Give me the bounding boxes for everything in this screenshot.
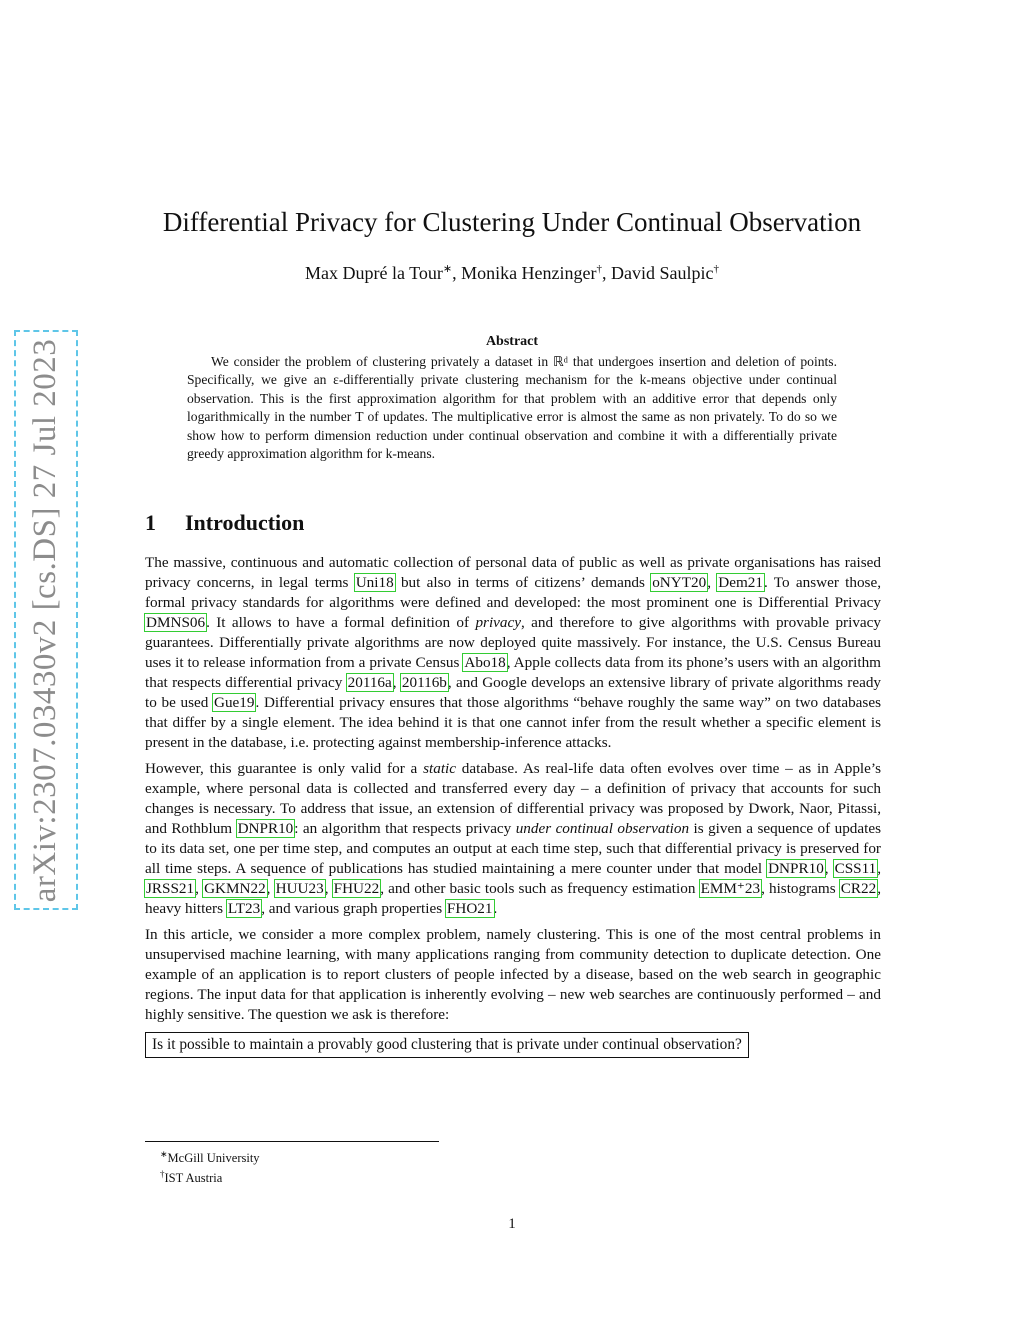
text-run: , Apple collects data from its phone’s users with an algorithm that respects differential privacy	[145, 654, 881, 691]
text-run: , heavy hitters	[145, 880, 882, 917]
footnote-mark: ∗	[160, 1149, 168, 1159]
citation-link[interactable]: DMNS06	[146, 614, 206, 631]
author-name: David Saulpic	[611, 263, 714, 283]
text-run: , and various graph properties	[261, 900, 446, 917]
author-list: Max Dupré la Tour∗, Monika Henzinger†, David Saulpic†	[304, 263, 720, 283]
text-run: ,	[392, 674, 401, 691]
text-run: However, this guarantee is only valid for a	[145, 760, 424, 777]
paragraph	[145, 759, 881, 919]
paragraph	[145, 553, 881, 753]
author-footnote-mark[interactable]: †	[596, 263, 603, 275]
text-run: , and Google develops an extensive library of private algorithms ready to be used	[145, 674, 882, 711]
citation-link[interactable]: DNPR10	[237, 820, 294, 837]
footnote-text: IST Austria	[164, 1171, 223, 1186]
emphasis-text: under continual observation	[515, 820, 690, 837]
citation-link[interactable]: Uni18	[355, 574, 394, 591]
citation-link[interactable]: 20116b	[401, 674, 447, 691]
footnotes	[160, 1146, 260, 1186]
citation-link[interactable]: CSS11	[834, 860, 877, 877]
citation-link[interactable]: oNYT20	[652, 574, 707, 591]
text-run: . To answer those, formal privacy standards for algorithms were defined and developed: the most prominent one is Differential Privacy	[145, 574, 881, 611]
abstract-text: We consider the problem of clustering privately a dataset in ℝᵈ that undergoes insertion and deletion of points. Specifically, we give an ε-differentially private clustering mechanism for the k-means objective under continual observation. This is the first approximation algorithm for that problem with an additive error that depends only logarithmically in the number T of updates. The multiplicative error is almost the same as non privately. To do so we show how to perform dimension reduction under continual observation and combine it with a differentially private greedy approximation algorithm for k-means.	[187, 354, 837, 462]
text-run: is given a sequence of updates to its data set, one per time step, and computes an output at each time step, such that differential privacy is preserved for all time steps. A sequence of publications has studied maintaining a mere counter under that model	[145, 820, 882, 877]
footnote-rule	[145, 1141, 439, 1142]
arxiv-identifier: arXiv:2307.03430v2 [cs.DS] 27 Jul 2023	[27, 338, 64, 902]
text-run: The massive, continuous and automatic collection of personal data of public as well as private organisations has raised privacy concerns, in legal terms	[145, 554, 881, 591]
text-run: database. As real-life data often evolves over time – as in Apple’s example, where personal data is collected and transferred every day – a definition of privacy that accounts for such changes is necessary. To address that issue, an extension of differential privacy was proposed by Dwork, Naor, Pitassi, and Rothblum	[145, 760, 881, 837]
text-run: ,	[266, 880, 275, 897]
footnote-text: McGill University	[167, 1151, 260, 1166]
text-run: . Differential privacy ensures that those algorithms “behave roughly the same way” on two databases that differ by a single element. The idea behind it is that one cannot infer from the result whether a specific element is present in the database, i.e. protecting against membership-inference attacks.	[145, 694, 881, 751]
body-text	[145, 553, 881, 1058]
citation-link[interactable]: HUU23	[275, 880, 324, 897]
text-run: , and therefore to give algorithms with provable privacy guarantees. Differentially private algorithms are now deployed quite massively. For instance, the U.S. Census Bureau uses it to release information from a private Census	[145, 614, 881, 671]
citation-link[interactable]: 20116a	[347, 674, 392, 691]
research-question-box: Is it possible to maintain a provably good clustering that is private under continual observation?	[145, 1032, 749, 1058]
text-run: : an algorithm that respects privacy	[294, 820, 516, 837]
abstract-heading: Abstract	[485, 334, 539, 349]
footnote-mark: †	[160, 1169, 165, 1180]
citation-link[interactable]: FHO21	[446, 900, 493, 917]
citation-link[interactable]: LT23	[227, 900, 261, 917]
text-run: . It allows to have a formal definition of	[206, 614, 476, 631]
citation-link[interactable]: GKMN22	[204, 880, 266, 897]
arxiv-watermark[interactable]	[14, 330, 78, 910]
text-run: ,	[707, 574, 718, 591]
author-footnote-mark[interactable]: ∗	[442, 263, 453, 275]
paragraph: In this article, we consider a more complex problem, namely clustering. This is one of the most central problems in unsupervised machine learning, with many applications ranging from community detection to duplicate detection. One example of an application is to report clusters of people infected by a disease, based on the web search in geographic regions. The input data for that application is inherently evolving – new web searches are continuously performed – and highly sensitive. The question we ask is therefore:	[145, 926, 881, 1023]
text-run: ,	[324, 880, 333, 897]
emphasis-text: static	[423, 760, 456, 777]
paper-title: Differential Privacy for Clustering Under Continual Observation	[162, 207, 862, 237]
citation-link[interactable]: Gue19	[213, 694, 255, 711]
text-run: but also in terms of citizens’ demands	[394, 574, 652, 591]
page-number: 1	[508, 1216, 516, 1232]
text-run: ,	[877, 860, 882, 877]
citation-link[interactable]: CR22	[840, 880, 877, 897]
citation-link[interactable]: DNPR10	[768, 860, 824, 877]
emphasis-text: privacy	[475, 614, 521, 631]
author-footnote-mark[interactable]: †	[713, 263, 720, 275]
footnote	[160, 1146, 260, 1166]
citation-link[interactable]: Dem21	[718, 574, 763, 591]
text-run: , histograms	[761, 880, 840, 897]
text-run: .	[493, 900, 498, 917]
citation-link[interactable]: FHU22	[333, 880, 380, 897]
footnote	[160, 1166, 260, 1186]
citation-link[interactable]: Abo18	[464, 654, 506, 671]
section-number: 1	[145, 510, 156, 535]
author-name: Monika Henzinger	[461, 263, 597, 283]
text-run: ,	[195, 880, 204, 897]
text-run: , and other basic tools such as frequency estimation	[380, 880, 700, 897]
section-heading	[145, 510, 881, 536]
section-title: Introduction	[185, 510, 305, 535]
citation-link[interactable]: EMM⁺23	[700, 880, 761, 897]
citation-link[interactable]: JRSS21	[146, 880, 195, 897]
author-name: Max Dupré la Tour	[304, 263, 443, 283]
text-run: ,	[824, 860, 834, 877]
